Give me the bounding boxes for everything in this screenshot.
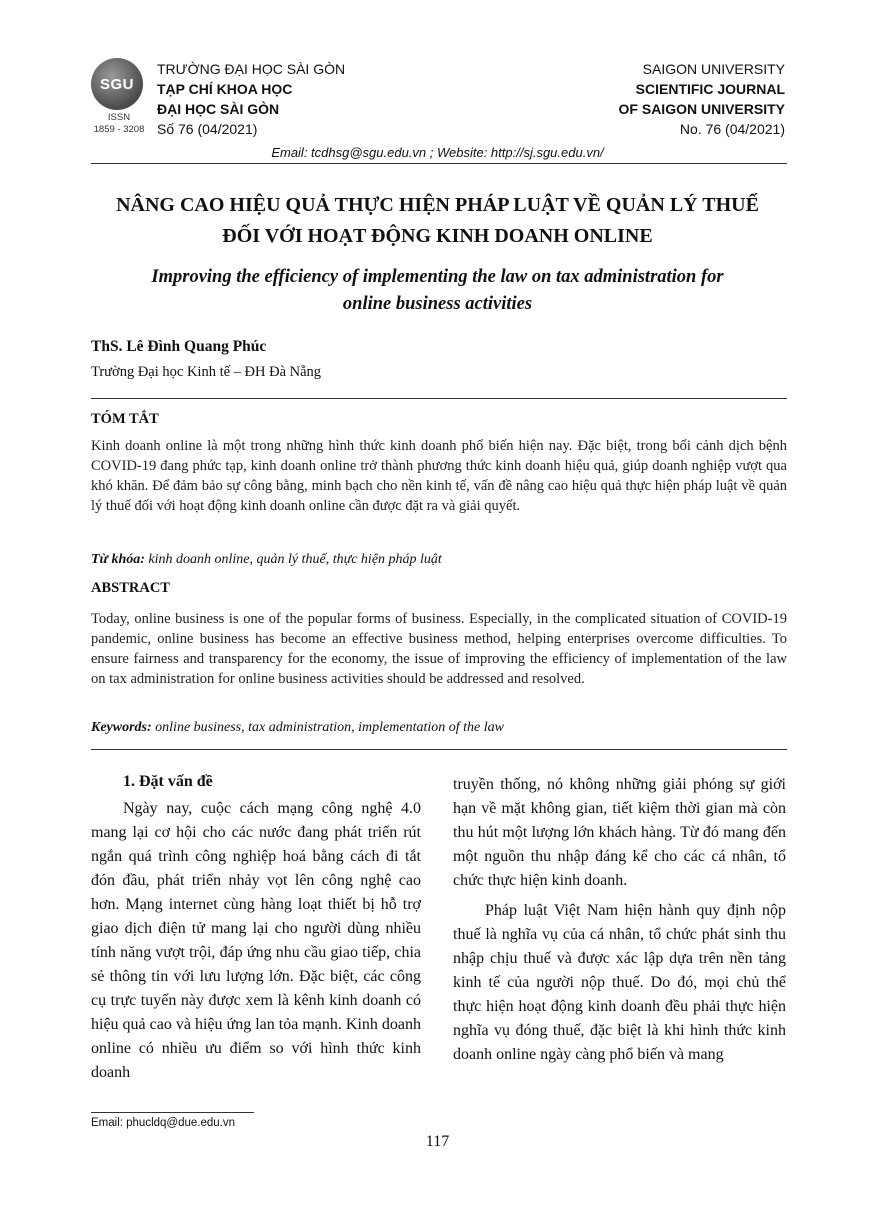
right-column (453, 773, 786, 1067)
subtitle-line-2: online business activities (342, 294, 533, 314)
title-line-1: NÂNG CAO HIỆU QUẢ THỰC HIỆN PHÁP LUẬT VỀ QUẢN LÝ THUẾ (116, 194, 759, 216)
keywords-vi-label: Từ khóa: (91, 552, 145, 567)
journal-name-en-2: OF SAIGON UNIVERSITY (618, 101, 785, 117)
abstract-heading: ABSTRACT (91, 580, 170, 596)
keywords-vi-list: kinh doanh online, quản lý thuế, thực hiện pháp luật (148, 552, 442, 567)
issn-number: 1859 - 3208 (93, 124, 145, 135)
journal-name-vi-1: TẠP CHÍ KHOA HỌC (157, 81, 293, 97)
page-number: 117 (425, 1133, 450, 1150)
issn-label: ISSN (107, 112, 131, 123)
issue-en: No. 76 (04/2021) (679, 121, 785, 137)
article-title (60, 190, 815, 252)
keywords-en-label: Keywords: (91, 720, 152, 735)
body-paragraph-continued: truyền thống, nó không những giải phóng sự giới hạn về mặt không gian, tiết kiệm thời gian mà còn thu hút một lượng lớn khách hàng. Từ đó mang đến một nguồn thu nhập đáng kể cho các cá nhân, tổ chức thực hiện kinh doanh. (453, 776, 786, 889)
summary-text: Kinh doanh online là một trong những hình thức kinh doanh phổ biến hiện nay. Đặc biệt, trong bối cảnh dịch bệnh COVID-19 đang phức tạp, kinh doanh online trở thành phương thức kinh doanh hiệu quả, giúp doanh nghiệp vượt qua khó khăn. Để đảm bảo sự công bằng, minh bạch cho nền kinh tế, vấn đề nâng cao hiệu quả thực hiện pháp luật về quản lý thuế đối với hoạt động kinh doanh online cần được đặt ra và giải quyết. (91, 438, 787, 514)
header-divider (91, 163, 787, 164)
issn (91, 112, 147, 136)
abstract-text: Today, online business is one of the popular forms of business. Especially, in the complicated situation of COVID-19 pandemic, online business has become an effective business method, helping enterprises overcome difficulties. To ensure fairness and transparency for the economy, the issue of improving the efficiency of implementation of the law on tax administration for online business activities should be addressed and resolved. (91, 611, 787, 687)
abstract-bottom-divider (91, 749, 787, 750)
article-subtitle (70, 264, 805, 318)
body-paragraph: Ngày nay, cuộc cách mạng công nghệ 4.0 mang lại cơ hội cho các nước đang phát triển rút ngắn quá trình công nghiệp hoá bằng cách đi tắt đón đầu, phát triển nhảy vọt lên công nghệ cao hơn. Mạng internet cùng hàng loạt thiết bị hỗ trợ giao dịch điện tử mang lại cho người dùng nhiều tính năng vượt trội, đáp ứng nhu cầu giao tiếp, chia sẻ thông tin với lưu lượng lớn. Đặc biệt, các công cụ trực tuyến này được xem là kênh kinh doanh có hiệu quả cao và hiệu ứng lan tỏa mạnh. Kinh doanh online có nhiều ưu điểm so với hình thức kinh doanh (91, 800, 421, 1081)
section-1-heading: 1. Đặt vấn đề (123, 773, 213, 790)
subtitle-line-1: Improving the efficiency of implementing the law on tax administration for (151, 267, 724, 287)
left-column (91, 797, 421, 1085)
author-name: ThS. Lê Đình Quang Phúc (91, 338, 267, 355)
journal-contact: Email: tcdhsg@sgu.edu.vn ; Website: http://sj.sgu.edu.vn/ (271, 145, 604, 160)
university-name-en: SAIGON UNIVERSITY (642, 61, 785, 77)
title-line-2: ĐỐI VỚI HOẠT ĐỘNG KINH DOANH ONLINE (222, 225, 653, 247)
footnote-divider (91, 1112, 254, 1113)
summary-heading: TÓM TẮT (91, 411, 159, 427)
journal-name-vi-2: ĐẠI HỌC SÀI GÒN (157, 101, 280, 117)
header-right (619, 59, 785, 139)
author-affiliation: Trường Đại học Kinh tế – ĐH Đà Nẵng (91, 364, 322, 380)
keywords-en (91, 720, 504, 736)
footnote-email: Email: phucldq@due.edu.vn (91, 1117, 236, 1129)
header-left (157, 59, 345, 139)
journal-name-en-1: SCIENTIFIC JOURNAL (635, 81, 785, 97)
logo-text: SGU (99, 76, 134, 93)
university-name-vi: TRƯỜNG ĐẠI HỌC SÀI GÒN (157, 61, 346, 77)
issue-vi: Số 76 (04/2021) (157, 121, 258, 137)
keywords-vi (91, 552, 442, 568)
body-paragraph: Pháp luật Việt Nam hiện hành quy định nộp thuế là nghĩa vụ của cá nhân, tổ chức phát sinh thu nhập chịu thuế và được xác lập dựa trên nền tảng kinh tế của người nộp thuế. Do đó, mọi chủ thể thực hiện hoạt động kinh doanh đều phải thực hiện nghĩa vụ đóng thuế, đặc biệt là khi hình thức kinh doanh online ngày càng phổ biến và mang (453, 902, 786, 1063)
abstract-top-divider (91, 398, 787, 399)
keywords-en-list: online business, tax administration, implementation of the law (155, 720, 504, 735)
